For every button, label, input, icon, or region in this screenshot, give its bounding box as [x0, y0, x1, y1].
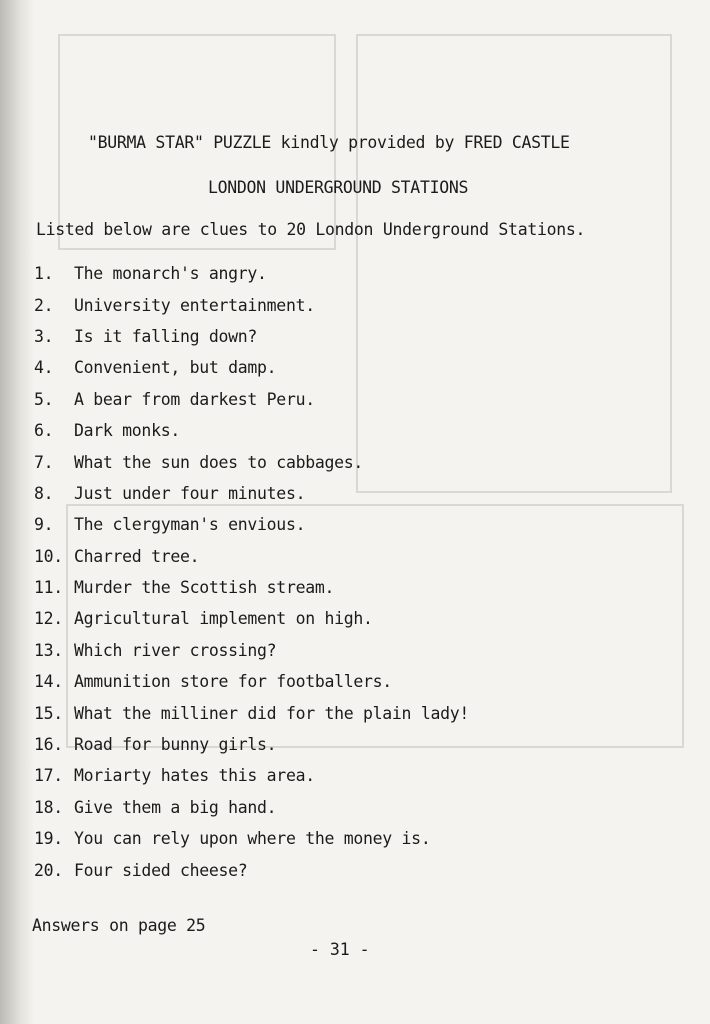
clue-number: 11. [34, 578, 63, 598]
clue-item [34, 446, 469, 477]
clue-text: The clergyman's envious. [74, 515, 306, 535]
clue-text: What the milliner did for the plain lady! [74, 703, 469, 723]
clue-number: 5. [34, 389, 54, 409]
clue-number: 20. [34, 860, 63, 880]
clue-text: What the sun does to cabbages. [74, 452, 364, 472]
clue-number: 18. [34, 797, 63, 817]
clue-text: Ammunition store for footballers. [74, 672, 392, 692]
clue-number: 19. [34, 829, 63, 849]
clue-item [34, 792, 469, 823]
clue-text: A bear from darkest Peru. [74, 389, 315, 409]
clue-item [34, 289, 469, 320]
clue-number: 7. [34, 452, 54, 472]
clue-number: 10. [34, 546, 63, 566]
clue-item [34, 635, 469, 666]
clue-item [34, 415, 469, 446]
clue-number: 16. [34, 735, 63, 755]
clue-text: Is it falling down? [74, 326, 258, 346]
clue-item [34, 478, 469, 509]
clue-item [34, 729, 469, 760]
clue-text: Agricultural implement on high. [74, 609, 373, 629]
puzzle-title: "BURMA STAR" PUZZLE kindly provided by FRED CASTLE [88, 133, 570, 152]
clue-text: Charred tree. [74, 546, 200, 566]
clue-text: Four sided cheese? [74, 860, 248, 880]
clue-item [34, 509, 469, 540]
clue-text: You can rely upon where the money is. [74, 829, 431, 849]
clue-text: Moriarty hates this area. [74, 766, 315, 786]
page-number: - 31 - [310, 940, 370, 959]
clue-item [34, 666, 469, 697]
answers-note: Answers on page 25 [32, 916, 206, 935]
clue-number: 2. [34, 295, 54, 315]
clue-number: 4. [34, 358, 54, 378]
clue-text: University entertainment. [74, 295, 315, 315]
clue-text: Murder the Scottish stream. [74, 578, 335, 598]
clue-text: The monarch's angry. [74, 264, 267, 284]
clue-item [34, 352, 469, 383]
clue-item [34, 854, 469, 885]
clue-item [34, 760, 469, 791]
clue-number: 9. [34, 515, 54, 535]
clue-number: 1. [34, 264, 54, 284]
clue-item [34, 697, 469, 728]
clue-number: 12. [34, 609, 63, 629]
clue-number: 17. [34, 766, 63, 786]
intro-text: Listed below are clues to 20 London Underground Stations. [36, 220, 586, 239]
clue-number: 15. [34, 703, 63, 723]
clue-number: 14. [34, 672, 63, 692]
clue-item [34, 603, 469, 634]
puzzle-subtitle: LONDON UNDERGROUND STATIONS [208, 178, 469, 197]
clue-text: Convenient, but damp. [74, 358, 277, 378]
clue-list [34, 258, 469, 886]
clue-text: Road for bunny girls. [74, 735, 277, 755]
clue-item [34, 572, 469, 603]
clue-number: 8. [34, 483, 54, 503]
clue-text: Which river crossing? [74, 640, 277, 660]
clue-text: Give them a big hand. [74, 797, 277, 817]
clue-text: Just under four minutes. [74, 483, 306, 503]
clue-item [34, 258, 469, 289]
clue-number: 3. [34, 326, 54, 346]
page-gutter-shadow [0, 0, 34, 1024]
clue-item [34, 384, 469, 415]
clue-item [34, 541, 469, 572]
clue-number: 6. [34, 421, 54, 441]
clue-item [34, 823, 469, 854]
clue-text: Dark monks. [74, 421, 180, 441]
clue-number: 13. [34, 640, 63, 660]
clue-item [34, 321, 469, 352]
